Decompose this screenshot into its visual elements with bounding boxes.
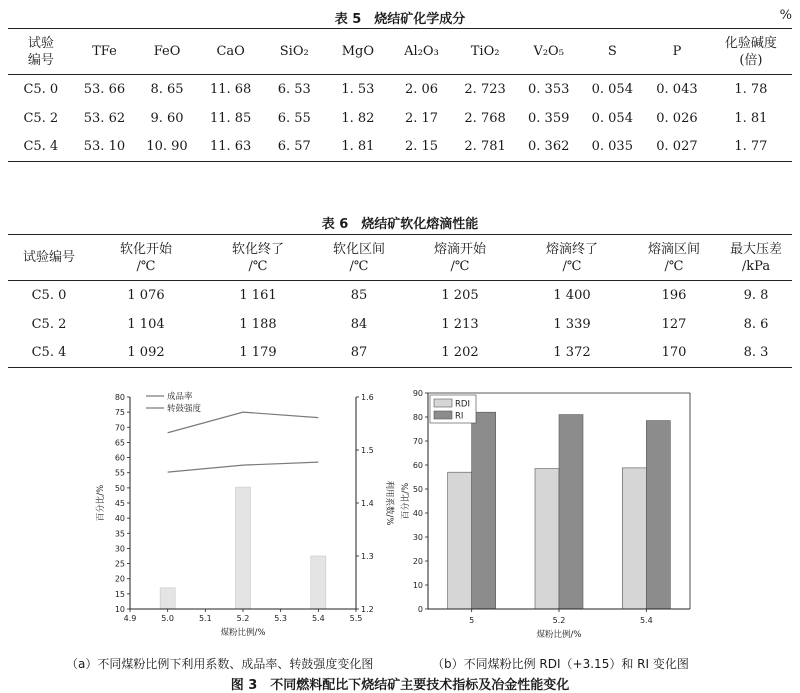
table6-header [8,235,90,281]
table5-header [644,29,710,75]
y-tick-label: 60 [412,461,423,470]
table6-header-line2: /℃ [664,258,684,274]
table-row [8,133,792,162]
table6-header-line2: /℃ [136,258,156,274]
table-cell: 6. 53 [277,81,311,97]
table5-header-line1: SiO₂ [279,44,309,59]
table5-header [74,29,136,75]
x-axis-label: 煤粉比例/% [536,630,582,640]
line-yield [168,412,319,433]
y-tick-label: 15 [114,589,125,599]
table5-header [199,29,263,75]
table-cell: 0. 043 [656,81,698,97]
table-cell: 11. 63 [209,139,252,155]
y-tick-label: 35 [114,529,125,539]
table6-header-line2: /℃ [349,258,369,274]
table5-unit: % [779,8,792,23]
x-tick-label: 5.3 [274,614,288,623]
y2-axis-label: 利用系数/% [384,480,394,526]
table6-header-line1: 软化终了 [231,241,284,257]
table6-header-line1: 软化区间 [332,241,385,257]
table6-header-line1: 熔滴区间 [647,241,700,257]
table-cell: 85 [350,287,368,303]
table5-header-line1: FeO [153,44,181,59]
y-tick-label: 65 [114,438,125,448]
table5-header [453,29,517,75]
table5-title: 表 5 烧结矿化学成分 [334,12,466,27]
table6-header-line2: /℃ [248,258,268,274]
table-row [8,281,792,310]
x-tick-label: 5.2 [552,616,566,625]
table-cell: 1. 81 [341,139,375,155]
x-tick-label: 5.2 [236,614,250,623]
chart-b-caption: （b）不同煤粉比例 RDI（+3.15）和 RI 变化图 [432,657,689,671]
table-cell: 1 179 [239,345,277,361]
table5-header-line2: (倍) [739,52,763,68]
table-cell: 84 [350,316,368,332]
table-cell: 0. 359 [528,110,570,126]
y-tick-label: 70 [114,423,125,433]
table-cell: 53. 10 [83,139,126,155]
bar-ri [559,415,583,609]
table6-header [720,235,792,281]
y-tick-label: 10 [114,605,125,614]
table-row [8,339,792,368]
y-tick-label: 30 [114,544,125,554]
bar-utilization [160,588,175,609]
y-tick-label: 55 [114,468,125,478]
bar-utilization [311,556,326,609]
table-row [8,75,792,104]
table5-header-line1: Al₂O₃ [404,44,439,59]
y-tick-label: 50 [114,483,125,493]
table6 [8,234,792,368]
y-tick-label: 30 [412,533,423,542]
y2-tick-label: 1.2 [361,605,374,614]
table5-header-line1: P [672,44,682,59]
x-tick-label: 5.4 [311,614,325,623]
y-tick-label: 25 [114,559,125,569]
table-cell: 1 092 [127,345,165,361]
table-cell: 1 213 [441,316,479,332]
table-cell: 87 [350,345,368,361]
table5-header-line1: MgO [341,44,375,59]
table5-header [710,29,792,75]
table6-header [90,235,202,281]
y-tick-label: 20 [412,557,423,566]
x-axis-label: 煤粉比例/% [220,628,266,638]
y2-tick-label: 1.4 [361,499,374,508]
table-cell: 6. 55 [277,110,311,126]
table-cell: 0. 054 [591,110,633,126]
table-cell: 9. 60 [150,110,184,126]
table-cell: 0. 054 [591,81,633,97]
table-cell: 1. 78 [734,81,768,97]
table-cell: C5. 0 [31,287,67,303]
table-cell: 53. 62 [83,110,126,126]
table6-header-line2: /℃ [562,258,582,274]
line-drum-strength [168,462,319,472]
table5-header [326,29,390,75]
table-cell: 1. 77 [734,139,768,155]
table-cell: 8. 6 [743,316,769,332]
legend-label: RI [455,411,464,422]
table-cell: 2. 06 [404,81,439,97]
bar-ri [646,421,670,609]
table6-header-line1: 试验编号 [22,250,75,265]
table5-header-line1: TFe [92,44,117,59]
x-tick-label: 5 [469,616,475,625]
table-cell: 1 205 [441,287,479,303]
table-cell: C5. 2 [31,316,67,332]
bar-utilization [236,487,251,609]
y-tick-label: 90 [412,389,423,398]
table-cell: 8. 3 [743,345,769,361]
bar-rdi [622,468,646,609]
table-cell: C5. 4 [23,139,59,155]
bar-rdi [535,469,559,609]
table-cell: C5. 4 [31,345,67,361]
y-tick-label: 70 [412,437,423,446]
y-tick-label: 20 [114,574,125,584]
x-tick-label: 5.4 [639,616,653,625]
legend-label: RDI [455,399,470,410]
table-cell: 1 161 [239,287,277,303]
y-tick-label: 40 [412,509,423,518]
table-row [8,104,792,133]
table-cell: 1 372 [553,345,591,361]
table5-header [8,29,74,75]
table-cell: 2. 17 [404,110,439,126]
table5-header-line1: 化验碱度 [724,35,777,51]
y2-tick-label: 1.5 [361,446,374,455]
table-cell: 1. 81 [734,110,768,126]
table6-header [628,235,720,281]
table6-header-line1: 软化开始 [119,241,172,257]
table6-header-line1: 最大压差 [729,241,782,257]
table-cell: 9. 8 [743,287,769,303]
legend-swatch [434,399,452,407]
table-cell: C5. 2 [23,110,59,126]
table-cell: 2. 768 [464,110,506,126]
table-cell: 0. 026 [656,110,698,126]
legend-label: 成品率 [167,392,193,402]
table-cell: 127 [661,316,687,332]
table5-header-line2: 编号 [27,52,54,68]
bar-ri [472,412,496,609]
x-tick-label: 5.1 [198,614,212,623]
table-cell: 2. 781 [464,139,506,155]
table-cell: C5. 0 [23,81,59,97]
table-cell: 1. 82 [341,110,375,126]
table-row [8,310,792,339]
y-tick-label: 60 [114,453,125,463]
table6-header [314,235,404,281]
y-tick-label: 40 [114,514,125,524]
table-cell: 6. 57 [277,139,311,155]
table-cell: 0. 353 [528,81,570,97]
table6-header [516,235,628,281]
x-tick-label: 5.5 [349,614,363,623]
table6-header-line2: /kPa [741,258,771,274]
table5-header-line1: V₂O₅ [533,44,564,59]
table6-title: 表 6 烧结矿软化熔滴性能 [321,217,479,232]
table-cell: 2. 15 [404,139,439,155]
table-cell: 0. 362 [528,139,570,155]
table-cell: 11. 68 [209,81,252,97]
legend-swatch [434,411,452,419]
table-cell: 170 [661,345,687,361]
table-cell: 53. 66 [83,81,126,97]
table-cell: 1. 53 [341,81,375,97]
table6-header-line1: 熔滴开始 [433,241,486,257]
table5-header [390,29,454,75]
y-tick-label: 80 [412,413,423,422]
table-cell: 0. 027 [656,139,698,155]
chart-b [400,385,710,655]
table5 [8,28,792,162]
x-tick-label: 4.9 [123,614,137,623]
table6-header-line2: /℃ [450,258,470,274]
table5-header [262,29,326,75]
table-cell: 10. 90 [146,139,188,155]
table-cell: 1 202 [441,345,479,361]
table5-header [517,29,581,75]
y-tick-label: 0 [417,605,423,614]
y-tick-label: 45 [114,499,125,508]
y-tick-label: 50 [412,485,423,494]
figure-caption: 图 3 不同燃料配比下烧结矿主要技术指标及冶金性能变化 [230,678,570,693]
y-tick-label: 80 [114,393,125,402]
table5-header-line1: TiO₂ [470,44,500,59]
y2-tick-label: 1.6 [361,393,374,402]
chart-a [90,385,400,655]
table-cell: 1 076 [127,287,165,303]
table5-header [581,29,645,75]
table-cell: 2. 723 [464,81,506,97]
table-cell: 1 339 [553,316,591,332]
y-axis-label: 百分比/% [401,482,411,520]
table-cell: 1 188 [239,316,277,332]
table6-header [202,235,314,281]
table5-header-line1: 试验 [27,35,54,51]
table6-header-line1: 熔滴终了 [545,241,598,257]
table6-header [404,235,516,281]
table5-header [135,29,199,75]
legend-label: 转鼓强度 [167,404,202,414]
table-cell: 1 104 [127,316,165,332]
table-cell: 196 [661,287,687,303]
y-tick-label: 10 [412,581,423,590]
table-cell: 11. 85 [209,110,252,126]
table-cell: 1 400 [553,287,591,303]
y-axis-label: 百分比/% [96,484,106,522]
chart-a-caption: （a）不同煤粉比例下利用系数、成品率、转鼓强度变化图 [66,657,374,671]
y2-tick-label: 1.3 [361,552,374,561]
bar-rdi [448,472,472,609]
y-tick-label: 75 [114,408,125,418]
x-tick-label: 5.0 [161,614,175,623]
table-cell: 0. 035 [591,139,633,155]
table5-header-line1: S [607,44,617,59]
table-cell: 8. 65 [150,81,184,97]
table5-header-line1: CaO [216,44,245,59]
